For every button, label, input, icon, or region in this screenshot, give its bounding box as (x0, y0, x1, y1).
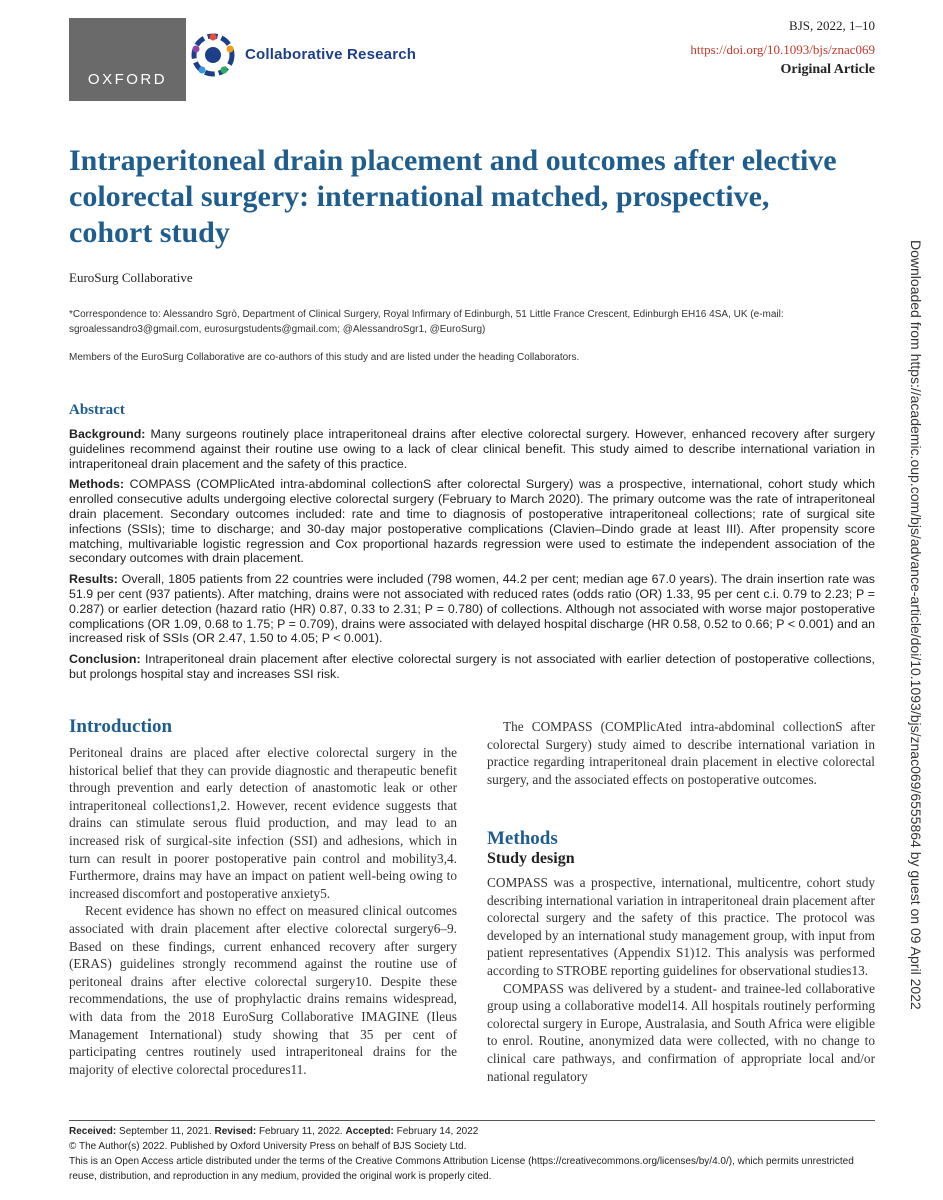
intro-paragraph-2: Recent evidence has shown no effect on measured clinical outcomes associated with drain placement after elective colorectal surgery6–9. Based on these findings, current enhanced recovery after surgery (ERAS) guidelines strongly recommend against the routine use of peritoneal drains after elective colorectal surgery10. Despite these recommendations, the use of prophylactic drains remains widespread, with data from the 2018 EuroSurg Collaborative IMAGINE (Ileus Management International) study showing that 35 per cent of participating centres routinely used intraperitoneal drains for the majority of elective colorectal procedures11. (69, 903, 457, 1077)
article-type: Original Article (780, 62, 875, 77)
license-line: This is an Open Access article distributed under the terms of the Creative Commons Attribution License (https://creativecommons.org/licenses/by/4.0/), which permits unrestricted reuse, distribution, and reproduction in any medium, provided the original work is properly cited. (69, 1156, 854, 1182)
methods-heading: Methods (487, 828, 558, 849)
abstract-methods (69, 477, 875, 566)
abstract-conclusion (69, 652, 875, 682)
correspondence: *Correspondence to: Alessandro Sgrò, Department of Clinical Surgery, Royal Infirmary of Edinburgh, 51 Little France Crescent, Edinburgh EH16 4SA, UK (e-mail: sgroalessandro3@gmail.com, eurosurgstudents@gmail.com; @AlessandroSgr1, @EuroSurg) (69, 309, 784, 335)
received-date: September 11, 2021. (119, 1126, 212, 1137)
results-text: Overall, 1805 patients from 22 countries were included (798 women, 44.2 per cent; median age 67.0 years). The drain insertion rate was 51.9 per cent (937 patients). After matching, drains were not associated with reduced rates (odds ratio (OR) 1.33, 95 per cent c.i. 0.79 to 2.23; P = 0.287) or earlier detection (hazard ratio (HR) 0.87, 0.33 to 2.31; P = 0.780) of collections. Although not associated with worse major postoperative complications (OR 1.09, 0.68 to 1.75; P = 0.709), drains were associated with delayed hospital discharge (HR 0.58, 0.52 to 0.66; P < 0.001) and an increased risk of SSIs (OR 2.47, 1.50 to 4.05; P < 0.001). (69, 572, 875, 646)
authors: EuroSurg Collaborative (69, 270, 193, 285)
collaborative-research-label: Collaborative Research (245, 46, 417, 63)
article-title: Intraperitoneal drain placement and outcomes after elective colorectal surgery: international matched, prospective, cohort study (69, 144, 837, 249)
abstract-body (69, 427, 875, 688)
oxford-logo (69, 18, 186, 101)
introduction-body (69, 744, 457, 1078)
methods-paragraph-1: COMPASS was a prospective, international, multicentre, cohort study describing international variation in intraperitoneal drain placement after colorectal surgery and the safety of this practice. The protocol was developed by an international study management group, with input from patient representatives (Appendix S1)12. This analysis was performed according to STROBE reporting guidelines for observational studies13. (487, 875, 875, 978)
results-label: Results: (69, 572, 118, 587)
revised-date: February 11, 2022. (258, 1126, 343, 1137)
publisher-name: OXFORD (87, 71, 168, 88)
download-watermark (904, 240, 924, 1010)
methods-body (487, 874, 875, 1085)
intro-paragraph-3: The COMPASS (COMPlicAted intra-abdominal collectionS after colorectal Surgery) study aimed to describe international variation in practice regarding intraperitoneal drain placement in elective colorectal surgery, and the associated effects on postoperative outcomes. (487, 719, 875, 787)
collaborative-research-logo-icon (190, 32, 236, 78)
dates-line (69, 1124, 875, 1139)
abstract-results (69, 572, 875, 646)
doi-link[interactable]: https://doi.org/10.1093/bjs/znac069 (690, 42, 875, 57)
accepted-date: February 14, 2022 (396, 1126, 479, 1137)
methods-paragraph-2: COMPASS was delivered by a student- and trainee-led collaborative group using a collaborative model14. All hospitals routinely performing colorectal surgery in Europe, Australasia, and South Africa were eligible to enrol. Routine, anonymized data were collected, with no change to clinical care pathways, and confirmation of appropriate local and/or national regulatory (487, 980, 875, 1084)
journal-citation: BJS, 2022, 1–10 (789, 18, 875, 33)
copyright-line: © The Author(s) 2022. Published by Oxford University Press on behalf of BJS Society Ltd. (69, 1141, 467, 1152)
study-design-heading: Study design (487, 850, 575, 867)
revised-label: Revised: (214, 1126, 257, 1137)
article-footer (69, 1120, 875, 1184)
methods-text: COMPASS (COMPlicAted intra-abdominal collectionS after colorectal Surgery) was a prospective, international, cohort study which enrolled consecutive adults undergoing elective colorectal surgery (February to March 2020). The primary outcome was the rate of intraperitoneal drain placement. Secondary outcomes included: rate and time to diagnosis of postoperative intraperitoneal collections; rate of surgical site infections (SSIs); time to discharge; and 30-day major postoperative complications (Clavien–Dindo grade at least III). After propensity score matching, multivariable logistic regression and Cox proportional hazards regression were used to estimate the independent association of the secondary outcomes with drain placement. (69, 477, 876, 566)
download-watermark-text: Downloaded from https://academic.oup.com/bjs/advance-article/doi/10.1093/bjs/znac069/6555864 by guest on 09 April 2022 (908, 240, 924, 1010)
members-note: Members of the EuroSurg Collaborative are co-authors of this study and are listed under the heading Collaborators. (69, 352, 580, 363)
accepted-label: Accepted: (345, 1126, 394, 1137)
conclusion-label: Conclusion: (69, 652, 141, 667)
introduction-aim (487, 718, 875, 788)
abstract-background (69, 427, 875, 471)
introduction-heading: Introduction (69, 716, 173, 737)
received-label: Received: (69, 1126, 117, 1137)
intro-paragraph-1: Peritoneal drains are placed after elective colorectal surgery in the historical belief that they can provide diagnostic and therapeutic benefit through prevention and early detection of anastomotic leak or other intraperitoneal collections1,2. However, recent evidence suggests that drains can stimulate serous fluid production, and may lead to an increased risk of surgical-site infection (SSI) and adhesions, which in turn can result in poorer postoperative pain control and mobility3,4. Furthermore, drains may have an impact on patient well-being owing to increased discomfort and postoperative anxiety5. (69, 745, 457, 901)
background-label: Background: (69, 427, 146, 441)
methods-label: Methods: (69, 477, 125, 492)
background-text: Many surgeons routinely place intraperitoneal drains after elective colorectal surgery. However, enhanced recovery after surgery guidelines recommend against their routine use owing to a lack of clear clinical benefit. This study aimed to describe international variation in intraperitoneal drain placement and the safety of this practice. (69, 427, 875, 471)
abstract-heading: Abstract (69, 402, 125, 418)
conclusion-text: Intraperitoneal drain placement after elective colorectal surgery is not associated with earlier detection of postoperative collections, but prolongs hospital stay and increases SSI risk. (69, 652, 875, 681)
